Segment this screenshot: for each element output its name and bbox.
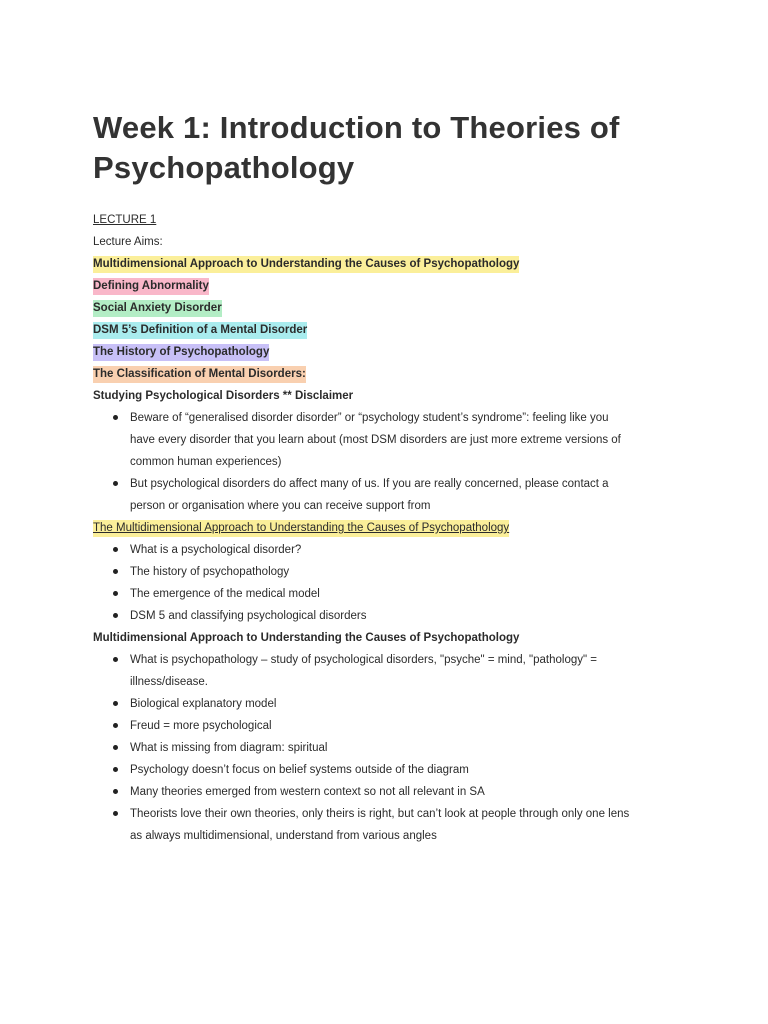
bullet-icon (113, 481, 118, 486)
disclaimer-heading: Studying Psychological Disorders ** Disclaimer (93, 390, 354, 402)
bullet-icon (113, 745, 118, 750)
list-item: The emergence of the medical model (93, 583, 683, 605)
bullet-icon (113, 701, 118, 706)
bullet-icon (113, 547, 118, 552)
multidimensional-heading: Multidimensional Approach to Understanding the Causes of Psychopathology (93, 632, 520, 644)
aim-item: Social Anxiety Disorder (93, 300, 222, 317)
bullet-icon (113, 415, 118, 420)
bullet-icon (113, 569, 118, 574)
list-item: The history of psychopathology (93, 561, 683, 583)
bullet-icon (113, 613, 118, 618)
bullet-icon (113, 789, 118, 794)
list-item: But psychological disorders do affect many of us. If you are really concerned, please contact a person or organisation where you can receive support from (93, 473, 683, 517)
list-item: Many theories emerged from western context so not all relevant in SA (93, 781, 683, 803)
bullet-icon (113, 723, 118, 728)
page-title: Week 1: Introduction to Theories of Psychopathology (93, 110, 620, 185)
aims-list (93, 253, 683, 385)
bullet-icon (113, 811, 118, 816)
aim-item: The History of Psychopathology (93, 344, 269, 361)
bullet-icon (113, 767, 118, 772)
list-item: What is psychopathology – study of psychological disorders, "psyche" = mind, "pathology" = illness/disease. (93, 649, 683, 693)
overview-heading: The Multidimensional Approach to Understanding the Causes of Psychopathology (93, 520, 509, 537)
list-item: What is a psychological disorder? (93, 539, 683, 561)
list-item: Psychology doesn’t focus on belief systems outside of the diagram (93, 759, 683, 781)
list-item: DSM 5 and classifying psychological disorders (93, 605, 683, 627)
aim-item: Defining Abnormality (93, 278, 209, 295)
multidimensional-list (93, 649, 683, 847)
aims-label: Lecture Aims: (93, 236, 163, 248)
overview-list (93, 539, 683, 627)
list-item: Beware of “generalised disorder disorder” or “psychology student’s syndrome”: feeling like you have every disorder that you learn about (most DSM disorders are just more extreme versions of common human experiences) (93, 407, 683, 473)
list-item: Theorists love their own theories, only theirs is right, but can’t look at people through only one lens as always multidimensional, understand from various angles (93, 803, 683, 847)
bullet-icon (113, 591, 118, 596)
lecture-label: LECTURE 1 (93, 214, 157, 226)
aim-item: The Classification of Mental Disorders: (93, 366, 306, 383)
document-page (93, 108, 683, 847)
list-item: Biological explanatory model (93, 693, 683, 715)
bullet-icon (113, 657, 118, 662)
list-item: Freud = more psychological (93, 715, 683, 737)
aim-item: Multidimensional Approach to Understanding the Causes of Psychopathology (93, 256, 519, 273)
disclaimer-list (93, 407, 683, 517)
aim-item: DSM 5’s Definition of a Mental Disorder (93, 322, 307, 339)
list-item: What is missing from diagram: spiritual (93, 737, 683, 759)
